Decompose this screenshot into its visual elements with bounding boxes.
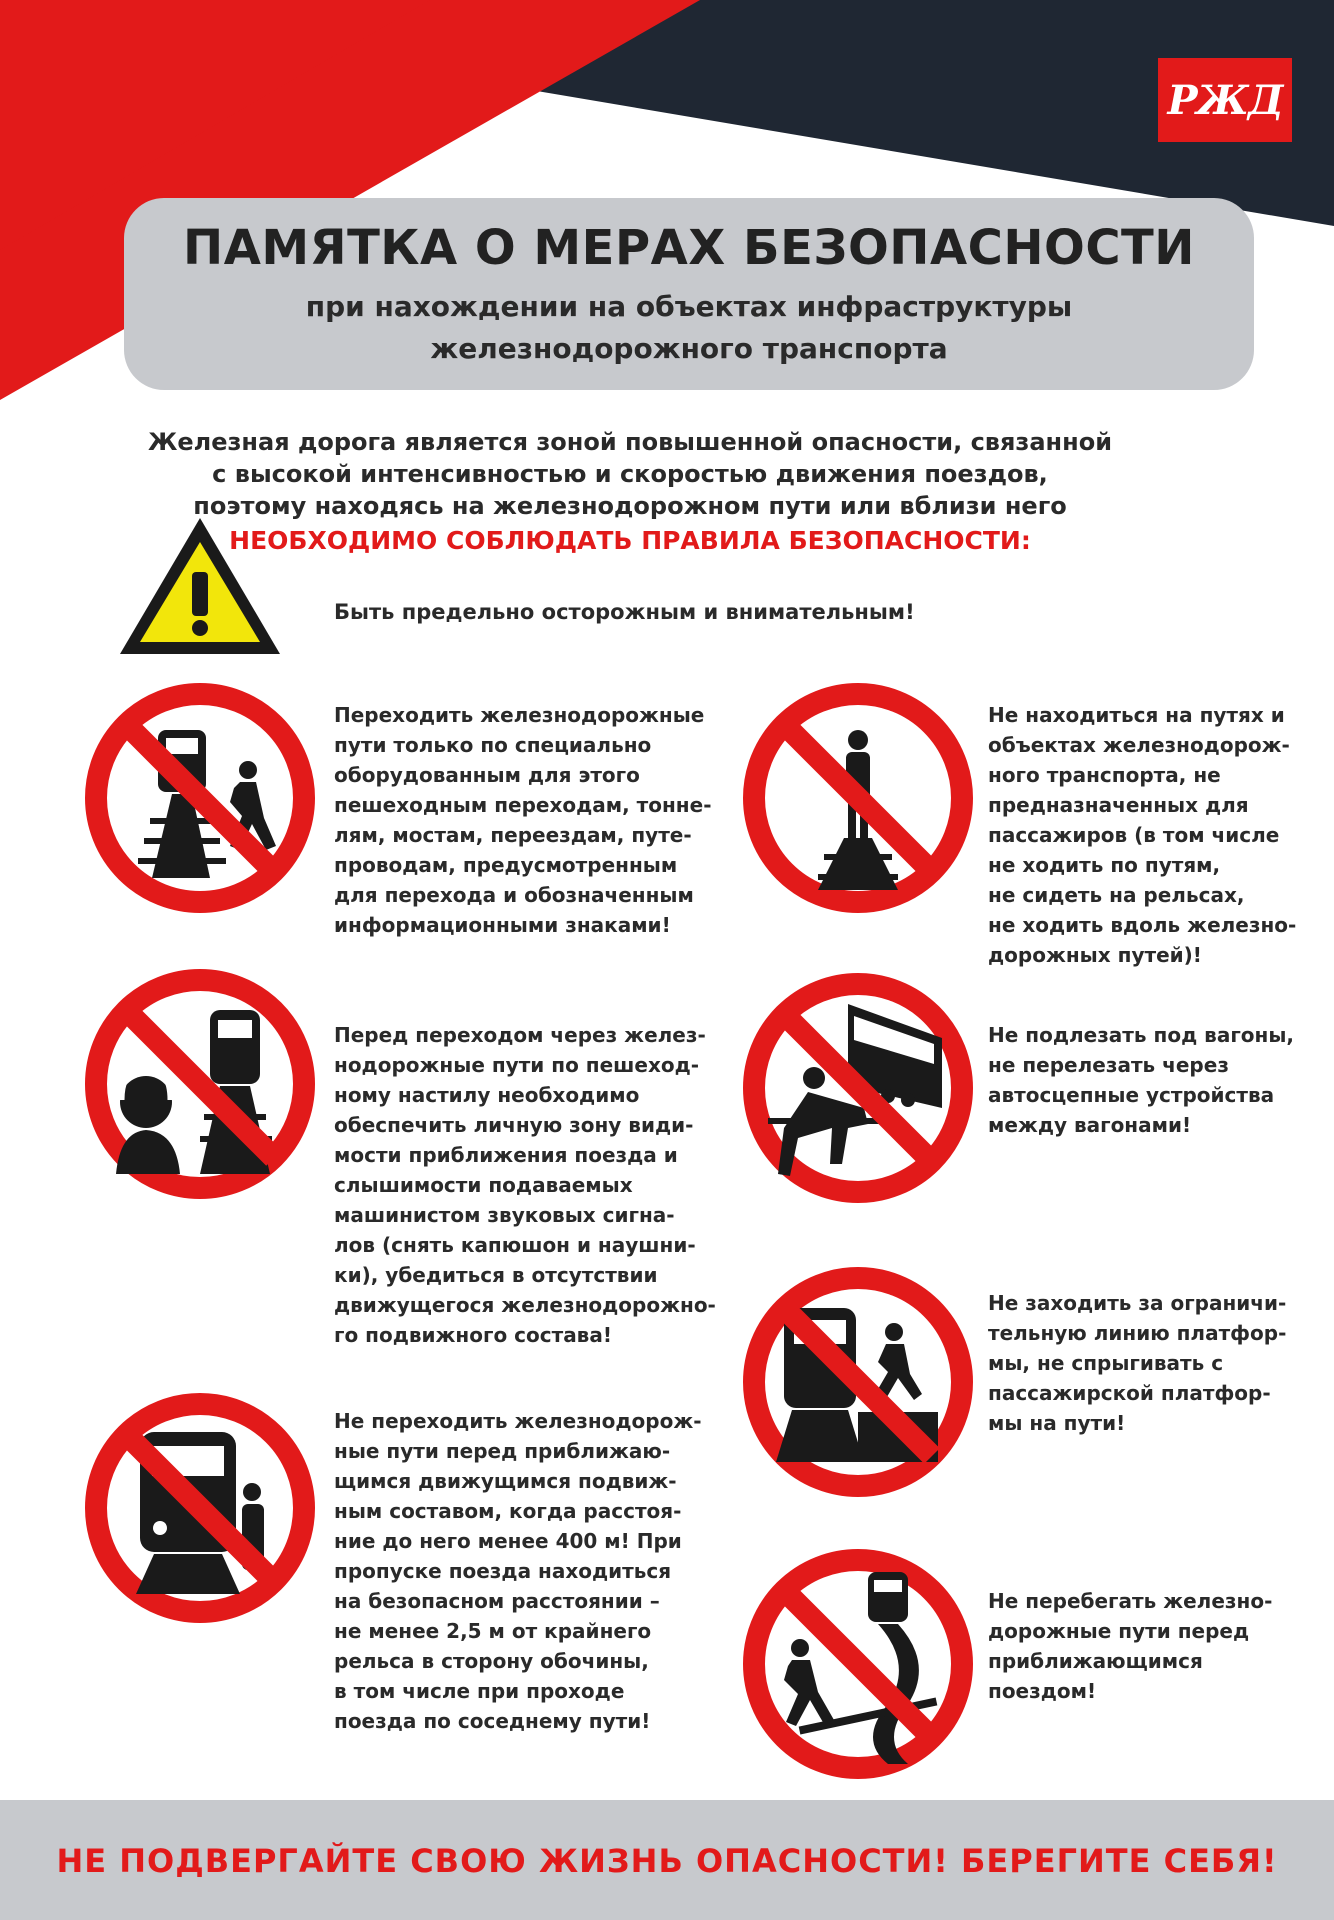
no-crossing-before-train-icon: [80, 1388, 320, 1628]
intro-emphasis: НЕОБХОДИМО СОБЛЮДАТЬ ПРАВИЛА БЕЗОПАСНОСТИ:: [229, 526, 1031, 555]
warning-triangle-icon: [114, 512, 286, 660]
title-box: [124, 198, 1254, 390]
rule-left-2: Перед переходом через желез- нодорожные пути по пешеход- ному настилу необходимо обеспечить личную зону види- мости приближения поезда и слышимости подаваемых машинистом звуковых сигна- лов (снять капюшон и наушни- ки), убедиться в отсутствии движущегося железнодорожно- го подвижного состава!: [334, 1023, 716, 1347]
warning-text: Быть предельно осторожным и внимательным!: [334, 600, 915, 624]
page-subtitle-line1: при нахождении на объектах инфраструктуры: [305, 290, 1073, 323]
no-running-across-tracks-icon: [738, 1544, 978, 1784]
no-jumping-from-platform-icon: [738, 1262, 978, 1502]
footer-banner: [0, 1800, 1334, 1920]
rzd-logo-text: РЖД: [1167, 76, 1283, 124]
no-headphones-icon: [80, 964, 320, 1204]
rule-right-4: Не перебегать железно- дорожные пути перед приближающимся поездом!: [988, 1589, 1273, 1703]
rule-right-3: Не заходить за ограничи- тельную линию платфор- мы, не спрыгивать с пассажирской платфор- мы на пути!: [988, 1291, 1287, 1435]
intro-line3: поэтому находясь на железнодорожном пути или вблизи него: [193, 492, 1067, 520]
rzd-logo: [1158, 58, 1292, 142]
rule-right-2: Не подлезать под вагоны, не перелезать через автосцепные устройства между вагонами!: [988, 1023, 1295, 1137]
rule-left-1: Переходить железнодорожные пути только по специально оборудованным для этого пешеходным переходам, тонне- лям, мостам, переездам, путе- проводам, предусмотренным для перехода и обозначенным информационными знаками!: [334, 703, 712, 937]
intro-line2: с высокой интенсивностью и скоростью движения поездов,: [212, 460, 1048, 488]
rule-left-3: Не переходить железнодорож- ные пути перед приближаю- щимся движущимся подвиж- ным составом, когда расстоя- ние до него менее 400 м! При пропуске поезда находиться на безопасном расстоянии – не менее 2,5 м от крайнего рельса в сторону обочины, в том числе при проходе поезда по соседнему пути!: [334, 1409, 702, 1733]
page-subtitle-line2: железнодорожного транспорта: [430, 332, 948, 365]
no-crawling-under-wagons-icon: [738, 968, 978, 1208]
intro-line1: Железная дорога является зоной повышенной опасности, связанной: [147, 428, 1113, 456]
page-title: ПАМЯТКА О МЕРАХ БЕЗОПАСНОСТИ: [183, 220, 1195, 276]
rule-right-1: Не находиться на путях и объектах железнодорож- ного транспорта, не предназначенных для пассажиров (в том числе не ходить по путям, не сидеть на рельсах, не ходить вдоль железно- дорожных путей)!: [988, 703, 1297, 967]
no-crossing-tracks-icon: [80, 678, 320, 918]
footer-text: НЕ ПОДВЕРГАЙТЕ СВОЮ ЖИЗНЬ ОПАСНОСТИ! БЕРЕГИТЕ СЕБЯ!: [56, 1842, 1278, 1880]
no-walking-on-tracks-icon: [738, 678, 978, 918]
